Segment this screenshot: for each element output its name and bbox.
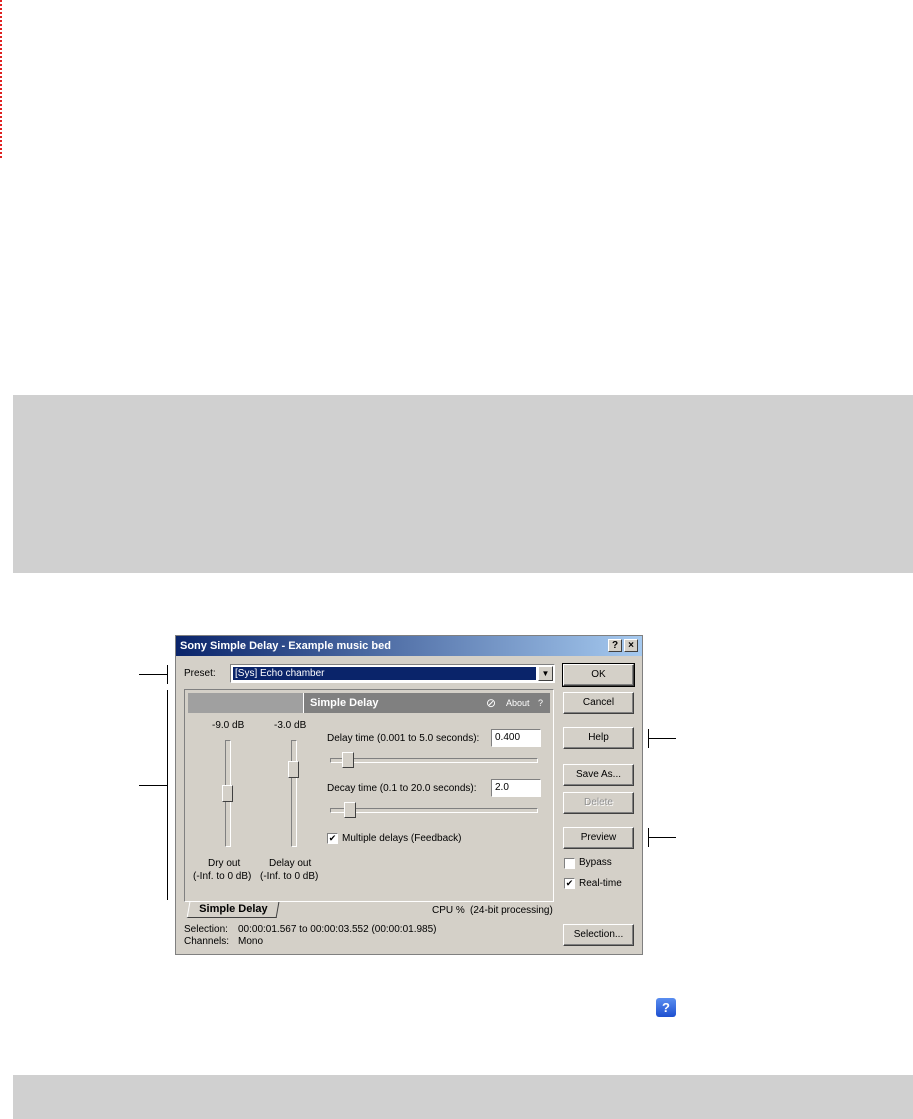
decay-time-label: Decay time (0.1 to 20.0 seconds): xyxy=(327,783,477,794)
tab-simple-delay[interactable] xyxy=(187,902,280,918)
cancel-button[interactable]: Cancel xyxy=(563,692,634,714)
preset-value: [Sys] Echo chamber xyxy=(233,667,536,680)
gray-band-top xyxy=(13,395,913,573)
delete-button[interactable]: Delete xyxy=(563,792,634,814)
delay-out-slider[interactable] xyxy=(288,761,299,778)
plugin-panel xyxy=(184,689,554,902)
dropdown-arrow-icon[interactable]: ▼ xyxy=(538,666,553,681)
dialog-title: Sony Simple Delay - Example music bed xyxy=(180,640,391,652)
title-bar[interactable] xyxy=(176,636,642,656)
simple-delay-dialog xyxy=(175,635,643,955)
callout-preview xyxy=(648,837,676,838)
tab-label: Simple Delay xyxy=(198,903,268,915)
close-button[interactable]: × xyxy=(624,639,638,652)
no-symbol-icon[interactable]: ⊘ xyxy=(486,696,497,710)
preset-label: Preset: xyxy=(184,668,216,679)
delay-time-label: Delay time (0.001 to 5.0 seconds): xyxy=(327,733,480,744)
callout-help xyxy=(648,738,676,739)
delay-time-track xyxy=(330,758,538,763)
decay-time-track xyxy=(330,808,538,813)
plugin-header-left xyxy=(188,693,304,713)
bypass-label: Bypass xyxy=(579,857,612,868)
dry-out-value: -9.0 dB xyxy=(212,720,245,731)
delay-out-track xyxy=(291,740,297,847)
callout-help-tick xyxy=(648,729,649,748)
margin-marker xyxy=(0,0,2,158)
bypass-checkbox[interactable] xyxy=(564,858,575,869)
plugin-name: Simple Delay xyxy=(310,697,379,709)
about-link[interactable]: About xyxy=(506,698,530,708)
callout-preset xyxy=(139,674,168,675)
delay-time-input[interactable]: 0.400 xyxy=(491,729,541,747)
realtime-checkbox[interactable]: ✔ xyxy=(565,878,574,888)
about-help-icon[interactable]: ? xyxy=(538,698,544,708)
dry-out-label: Dry out xyxy=(208,858,241,869)
title-help-button[interactable]: ? xyxy=(608,639,622,652)
cpu-label: CPU % xyxy=(432,905,465,916)
dry-out-range: (-Inf. to 0 dB) xyxy=(193,871,252,882)
dry-out-slider[interactable] xyxy=(222,785,233,802)
preview-button[interactable]: Preview xyxy=(563,827,634,849)
gray-band-bottom xyxy=(13,1075,913,1119)
save-as-button[interactable]: Save As... xyxy=(563,764,634,786)
realtime-label: Real-time xyxy=(579,878,622,889)
selection-button[interactable]: Selection... xyxy=(563,924,634,946)
delay-out-range: (-Inf. to 0 dB) xyxy=(260,871,319,882)
delay-out-value: -3.0 dB xyxy=(274,720,307,731)
channels-value: Mono xyxy=(238,936,264,947)
plugin-header xyxy=(188,693,550,713)
preset-dropdown[interactable] xyxy=(230,664,555,683)
callout-preview-tick xyxy=(648,828,649,847)
selection-label: Selection: xyxy=(184,924,228,935)
help-icon[interactable]: ? xyxy=(656,998,676,1017)
decay-time-slider[interactable] xyxy=(344,802,356,818)
help-button[interactable]: Help xyxy=(563,727,634,749)
callout-panel-bracket xyxy=(167,690,168,900)
delay-time-slider[interactable] xyxy=(342,752,354,768)
ok-button[interactable]: OK xyxy=(563,664,634,686)
decay-time-input[interactable]: 2.0 xyxy=(491,779,541,797)
callout-panel xyxy=(139,785,168,786)
callout-preset-tick xyxy=(167,665,168,684)
processing-label: (24-bit processing) xyxy=(470,905,553,916)
selection-value: 00:00:01.567 to 00:00:03.552 (00:00:01.985) xyxy=(238,924,437,935)
multiple-delays-label: Multiple delays (Feedback) xyxy=(342,833,462,844)
delay-out-label: Delay out xyxy=(269,858,312,869)
multiple-delays-checkbox[interactable]: ✔ xyxy=(328,833,337,843)
channels-label: Channels: xyxy=(184,936,230,947)
